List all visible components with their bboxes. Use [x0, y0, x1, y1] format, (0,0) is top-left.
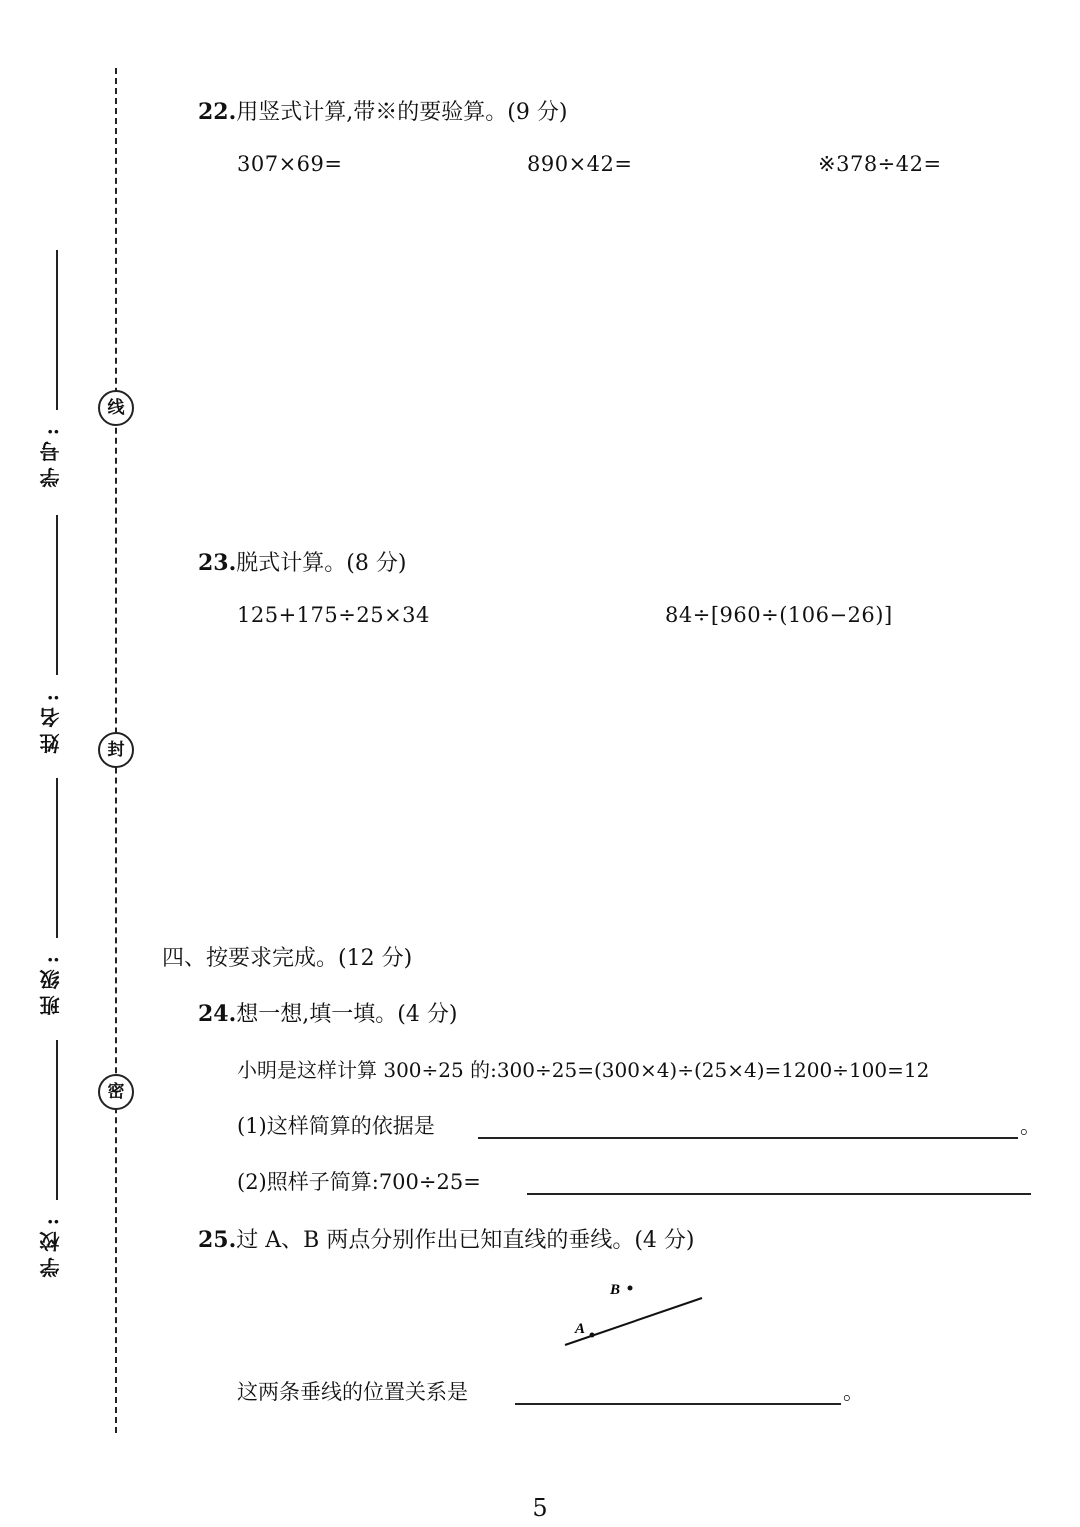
q25-figure: [550, 1270, 720, 1360]
school-line[interactable]: [56, 1040, 58, 1200]
point-b-dot: [628, 1286, 633, 1291]
q25-answer-prompt: 这两条垂线的位置关系是: [237, 1380, 468, 1404]
q23-expr-2: 84÷[960÷(106−26)]: [665, 603, 893, 627]
q24-sub1-end: 。: [1020, 1114, 1041, 1138]
q23-text: 脱式计算。(8 分): [236, 551, 407, 576]
class-label: 班级:: [39, 950, 63, 1016]
q24-example: 小明是这样计算 300÷25 的:300÷25=(300×4)÷(25×4)=1200÷100=12: [237, 1058, 930, 1082]
q24-number: 24.: [198, 1001, 237, 1027]
q24-title: [198, 997, 457, 1028]
point-a-dot: [590, 1333, 595, 1338]
class-line[interactable]: [56, 778, 58, 938]
q22-title: [198, 95, 567, 126]
q22-expr-1: 307×69=: [237, 152, 343, 176]
name-label: 姓名:: [39, 688, 63, 754]
q24-sub1-blank[interactable]: [478, 1137, 1018, 1139]
q23-number: 23.: [198, 550, 237, 576]
q24-sub2-blank[interactable]: [527, 1193, 1031, 1195]
point-b-label: B: [610, 1282, 621, 1298]
name-line[interactable]: [56, 515, 58, 675]
student-number-label: 学号:: [39, 422, 63, 488]
given-line: [565, 1298, 702, 1345]
q24-text: 想一想,填一填。(4 分): [236, 1002, 458, 1027]
point-a-label: A: [575, 1321, 586, 1337]
school-label: 学校:: [39, 1212, 63, 1278]
q25-answer-blank[interactable]: [515, 1403, 841, 1405]
page-number: 5: [532, 1494, 548, 1522]
q25-title: [198, 1223, 694, 1254]
student-number-line[interactable]: [56, 250, 58, 410]
q25-text: 过 A、B 两点分别作出已知直线的垂线。(4 分): [236, 1228, 695, 1253]
q22-text: 用竖式计算,带※的要验算。(9 分): [236, 100, 568, 125]
seal-mi: 密: [98, 1074, 134, 1110]
q22-number: 22.: [198, 99, 237, 125]
section-4-title: 四、按要求完成。(12 分): [162, 946, 413, 971]
q24-sub1: (1)这样简算的依据是: [237, 1114, 435, 1138]
q23-expr-1: 125+175÷25×34: [237, 603, 430, 627]
seal-feng: 封: [98, 732, 134, 768]
seal-xian: 线: [98, 390, 134, 426]
q25-number: 25.: [198, 1227, 237, 1253]
q22-expr-3: ※378÷42=: [818, 152, 942, 176]
q23-title: [198, 546, 406, 577]
q25-answer-end: 。: [843, 1380, 864, 1404]
q24-sub2: (2)照样子简算:700÷25=: [237, 1170, 481, 1194]
q22-expr-2: 890×42=: [527, 152, 633, 176]
